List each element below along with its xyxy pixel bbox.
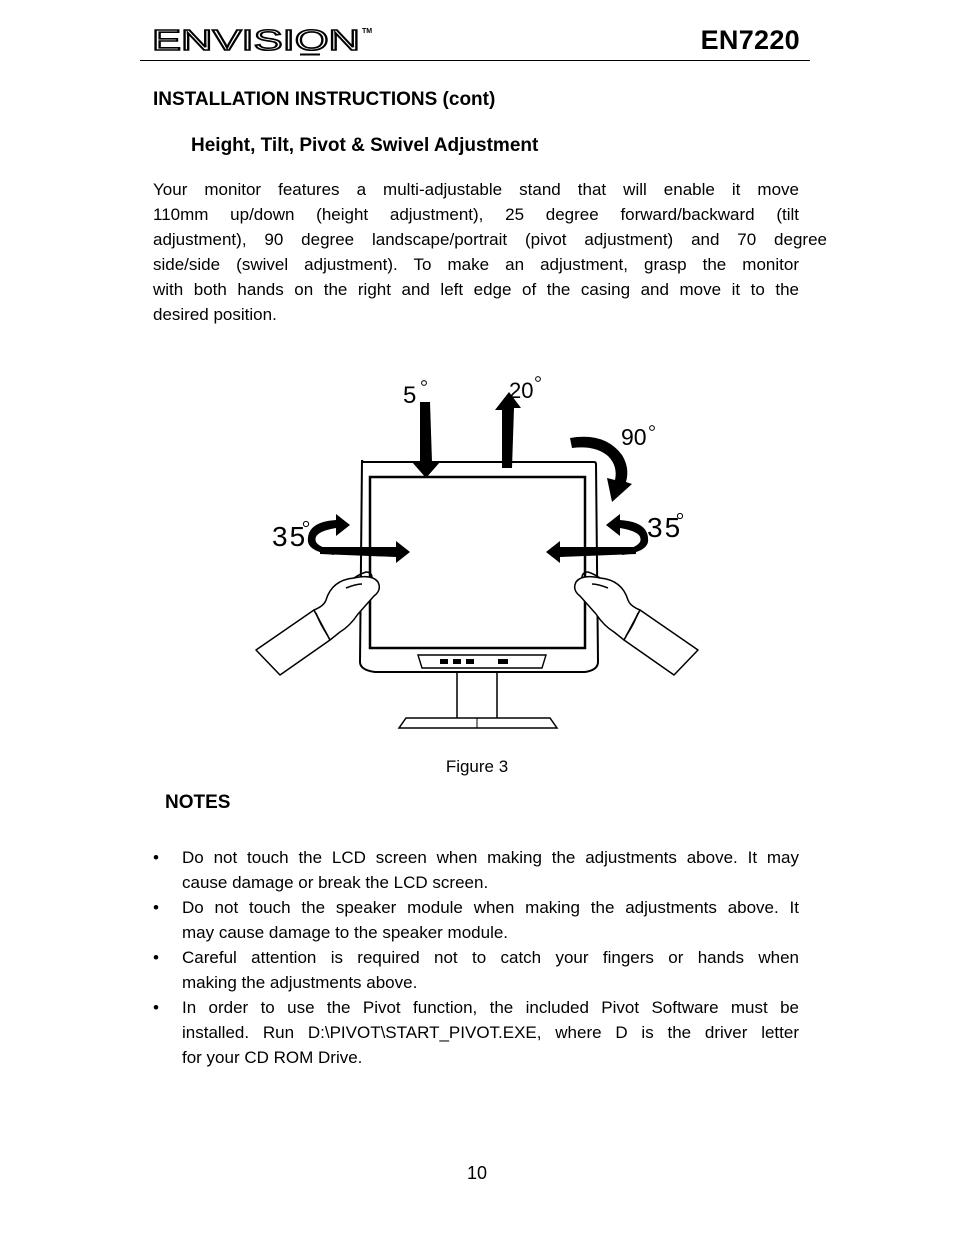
envision-logo	[152, 24, 374, 56]
paragraph-line: adjustment), 90 degree landscape/portrait (pivot adjustment) and 70 degree	[153, 230, 827, 249]
note-line: In order to use the Pivot function, the included Pivot Software must be	[182, 998, 799, 1017]
swivel-left-label: 35	[272, 521, 308, 552]
section-title: INSTALLATION INSTRUCTIONS (cont)	[153, 89, 496, 110]
swivel-right-arrow-icon	[546, 541, 636, 563]
bullet-icon: •	[153, 898, 159, 917]
control-button	[453, 659, 461, 664]
swivel-left-arrow-icon	[320, 541, 410, 563]
list-item	[153, 895, 799, 945]
stand-base	[399, 718, 557, 728]
notes-title: NOTES	[165, 792, 231, 813]
tilt-forward-label: 5	[403, 382, 417, 409]
paragraph-line: Your monitor features a multi-adjustable stand that will enable it move	[153, 180, 799, 199]
note-line: Careful attention is required not to catch your fingers or hands when	[182, 948, 799, 967]
note-line: cause damage or break the LCD screen.	[182, 873, 489, 892]
note-line: installed. Run D:\PIVOT\START_PIVOT.EXE, where D is the driver letter	[182, 1023, 799, 1042]
adjustment-diagram	[250, 370, 710, 740]
model-number: EN7220	[700, 25, 800, 55]
pivot-label: 90	[621, 424, 647, 450]
list-item	[153, 845, 799, 895]
control-button	[498, 659, 508, 664]
tilt-back-arrow-icon	[495, 392, 521, 468]
note-line: making the adjustments above.	[182, 973, 418, 992]
intro-paragraph	[153, 177, 827, 327]
paragraph-line: desired position.	[153, 305, 277, 324]
bullet-icon: •	[153, 998, 159, 1017]
figure-caption: Figure 3	[445, 757, 509, 776]
brand-wordmark: ENVISION	[152, 25, 360, 56]
page-header	[140, 20, 810, 61]
trademark-mark: TM	[362, 28, 373, 35]
control-panel	[418, 655, 546, 668]
paragraph-line: side/side (swivel adjustment). To make an adjustment, grasp the monitor	[153, 255, 799, 274]
note-line: for your CD ROM Drive.	[182, 1048, 363, 1067]
control-button	[440, 659, 448, 664]
monitor-bezel	[360, 460, 598, 672]
paragraph-line: with both hands on the right and left edge of the casing and move it to the	[153, 280, 799, 299]
bullet-icon: •	[153, 948, 159, 967]
page-number: 10	[466, 1163, 488, 1183]
swivel-right-label: 35	[647, 512, 683, 543]
note-line: Do not touch the speaker module when making the adjustments above. It	[182, 898, 799, 917]
tilt-back-label: 20	[509, 378, 534, 403]
tilt-forward-arrow-icon	[412, 402, 440, 478]
note-line: Do not touch the LCD screen when making the adjustments above. It may	[182, 848, 799, 867]
degree-symbol-icon	[650, 426, 655, 431]
degree-symbol-icon	[422, 381, 427, 386]
subsection-title: Height, Tilt, Pivot & Swivel Adjustment	[191, 135, 539, 156]
bullet-icon: •	[153, 848, 159, 867]
notes-list	[153, 845, 799, 1070]
right-hand-icon	[575, 572, 698, 675]
monitor-screen	[370, 477, 585, 648]
control-button	[466, 659, 474, 664]
list-item	[153, 945, 799, 995]
list-item	[153, 995, 799, 1070]
note-line: may cause damage to the speaker module.	[182, 923, 509, 942]
paragraph-line: 110mm up/down (height adjustment), 25 degree forward/backward (tilt	[153, 205, 799, 224]
degree-symbol-icon	[536, 377, 541, 382]
